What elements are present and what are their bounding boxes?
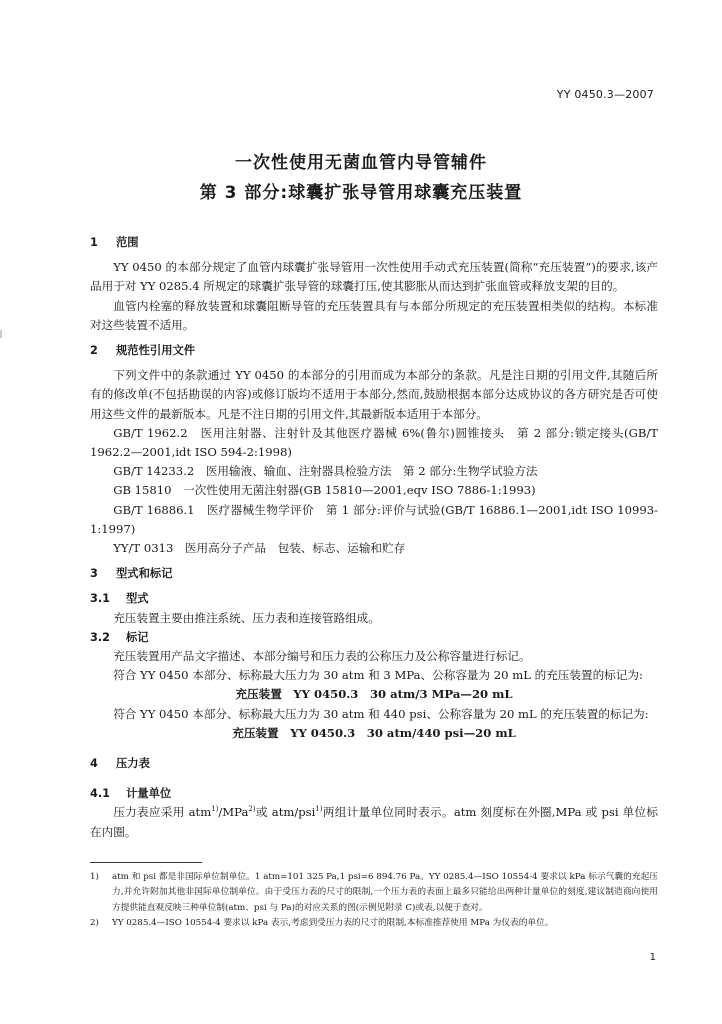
standard-number: YY 0450.3—2007 (556, 88, 654, 101)
scan-mark (0, 330, 2, 338)
reference-item: YY/T 0313 医用高分子产品 包装、标志、运输和贮存 (113, 541, 406, 556)
footnote-ref: 2) (248, 805, 256, 814)
document-title-line1: 一次性使用无菌血管内导管辅件 (235, 153, 487, 173)
footnote-ref: 1) (211, 805, 219, 814)
paragraph: 下列文件中的条款通过 YY 0450 的本部分的引用而成为本部分的条款。凡是注日期的引用文件,其随后所有的修改单(不包括勘误的内容)或修订版均不适用于本部分,然而,鼓励根据本部分达成协议的各方研究是否可使用这些文件的最新版本。凡是不注日期的引用文件,其最新版本适用于本部分。 (90, 368, 658, 421)
footnote-divider (90, 862, 202, 863)
subsection-heading: 3.1 型式 (90, 592, 149, 606)
document-body (90, 233, 658, 842)
footnote-ref: 1) (315, 805, 323, 814)
section-heading: 2 规范性引用文件 (90, 344, 196, 358)
footnote: 1) atm 和 psi 都是非国际单位制单位。1 atm=101 325 Pa,1 psi=6 894.76 Pa。YY 0285.4—ISO 10554-4 要求以 kPa 标示气囊的充起压力,并允许附加其他非国际单位制单位。由于受压力表的尺寸的限制,一个压力表的表面上最多只能给出两种计量单位的刻度,建议制造商向使用方提供能直观反映三种单位制(atm、psi 与 Pa)的对应关系的图(示例见附录 C)或表,以便于查对。 (90, 872, 658, 913)
subsection-heading: 4.1 计量单位 (90, 787, 172, 801)
section-heading: 1 范围 (90, 236, 139, 249)
paragraph: YY 0450 的本部分规定了血管内球囊扩张导管用一次性使用手动式充压装置(简称“充压装置”)的要求,该产品用于对 YY 0285.4 所规定的球囊扩张导管的球囊打压,使其膨胀从而达到扩张血管或释放支架的目的。 (90, 260, 658, 294)
document-title-line2: 第 3 部分:球囊扩张导管用球囊充压装置 (199, 183, 523, 203)
footnotes (90, 870, 658, 932)
section-heading: 3 型式和标记 (90, 567, 173, 581)
reference-item: GB/T 1962.2 医用注射器、注射针及其他医疗器械 6%(鲁尔)圆锥接头 第 2 部分:锁定接头(GB/T 1962.2—2001,idt ISO 594-2:1998) (90, 425, 658, 460)
page-number: 1 (649, 952, 656, 963)
paragraph: 符合 YY 0450 本部分、标称最大压力为 30 atm 和 3 MPa、公称容量为 20 mL 的充压装置的标记为: (113, 668, 643, 683)
marking-example: 充压装置 YY 0450.3 30 atm/3 MPa—20 mL (235, 687, 513, 702)
paragraph: 压力表应采用 atm$^{1)}$/MPa$^{2)}$或 atm/psi$^{1)}$两组计量单位同时表示。atm 刻度标在外圈,MPa 或 psi 单位标在内圈。 (90, 805, 658, 839)
subsection-heading: 3.2 标记 (90, 630, 149, 644)
paragraph: 血管内栓塞的释放装置和球囊阻断导管的充压装置具有与本部分所规定的充压装置相类似的结构。本标准对这些装置不适用。 (90, 298, 658, 332)
footnote: 2) YY 0285.4—ISO 10554-4 要求以 kPa 表示,考虑到受压力表的尺寸的限制,本标准推荐使用 MPa 为仪表的单位。 (90, 918, 554, 929)
reference-item: GB/T 14233.2 医用输液、输血、注射器具检验方法 第 2 部分:生物学试验方法 (113, 464, 538, 479)
paragraph: 充压装置用产品文字描述、本部分编号和压力表的公称压力及公称容量进行标记。 (113, 649, 531, 664)
reference-item: GB 15810 一次性使用无菌注射器(GB 15810—2001,eqv ISO 7886-1:1993) (113, 483, 536, 498)
paragraph: 符合 YY 0450 本部分、标称最大压力为 30 atm 和 440 psi、公称容量为 20 mL 的充压装置的标记为: (113, 706, 649, 721)
reference-item: GB/T 16886.1 医疗器械生物学评价 第 1 部分:评价与试验(GB/T 16886.1—2001,idt ISO 10993-1:1997) (90, 502, 658, 536)
marking-example: 充压装置 YY 0450.3 30 atm/440 psi—20 mL (232, 725, 516, 740)
section-heading: 4 压力表 (90, 757, 150, 771)
paragraph: 充压装置主要由推注系统、压力表和连接管路组成。 (113, 610, 380, 625)
